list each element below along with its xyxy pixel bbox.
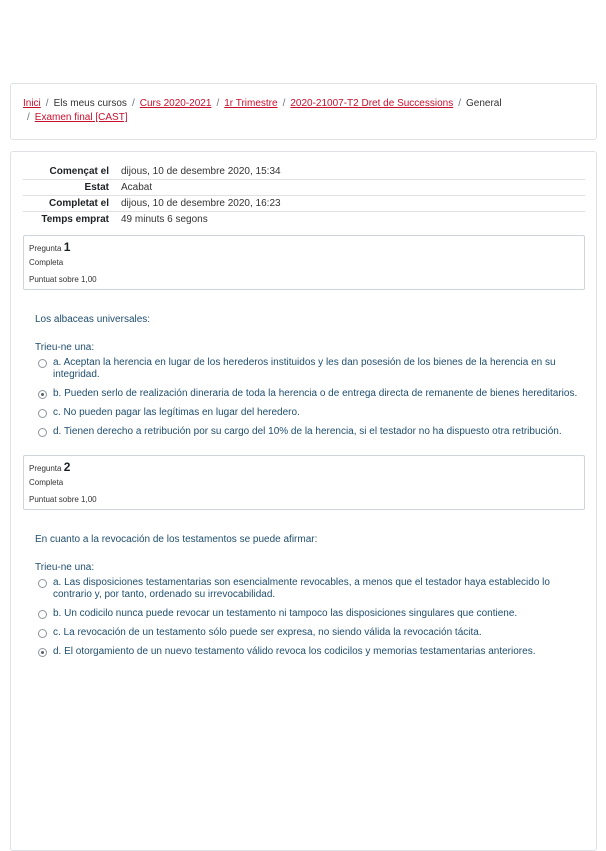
- radio-button[interactable]: [38, 359, 47, 368]
- summary-value: dijous, 10 de desembre 2020, 15:34: [121, 166, 281, 177]
- breadcrumb-link-course[interactable]: 2020-21007-T2 Dret de Successions: [290, 98, 454, 109]
- question-state: Completa: [29, 478, 64, 487]
- answer-label: c. No pueden pagar las legítimas en lugar del heredero.: [53, 407, 300, 418]
- breadcrumb-separator: /: [458, 98, 461, 109]
- question-number-value: 1: [63, 240, 71, 254]
- radio-button[interactable]: [38, 629, 47, 638]
- answer-option[interactable]: [38, 627, 578, 639]
- answer-option[interactable]: [38, 407, 578, 419]
- answer-option[interactable]: [38, 646, 578, 658]
- answer-label: c. La revocación de un testamento sólo puede ser expresa, no siendo válida la revocación tácita.: [53, 627, 482, 638]
- breadcrumb-item-general: General: [466, 98, 502, 109]
- summary-value: Acabat: [113, 180, 585, 196]
- radio-button[interactable]: [38, 579, 47, 588]
- question-prefix: Pregunta: [29, 464, 62, 473]
- question-2-text: En cuanto a la revocación de los testamentos se puede afirmar:: [35, 534, 318, 545]
- question-state: Completa: [29, 258, 64, 267]
- answer-option[interactable]: [38, 426, 578, 438]
- breadcrumb-separator: /: [282, 98, 286, 109]
- radio-button[interactable]: [38, 428, 47, 437]
- question-number: [29, 240, 579, 256]
- breadcrumb-separator: /: [131, 98, 135, 109]
- breadcrumb-separator: /: [216, 98, 220, 109]
- summary-label: Començat el: [49, 166, 109, 177]
- breadcrumb-line-2: [23, 111, 584, 125]
- answer-label: d. Tienen derecho a retribución por su cargo del 10% de la herencia, si el testador no ha dispuesto otra retribución.: [53, 426, 562, 437]
- question-1-info: [23, 235, 585, 290]
- summary-label: Temps emprat: [23, 212, 113, 228]
- table-row: [23, 212, 585, 228]
- answer-option[interactable]: [38, 577, 578, 601]
- breadcrumb-link-trimestre[interactable]: 1r Trimestre: [224, 98, 278, 109]
- radio-button-selected[interactable]: [38, 648, 47, 657]
- question-grade: Puntuat sobre 1,00: [29, 495, 97, 504]
- question-grade: Puntuat sobre 1,00: [29, 275, 97, 284]
- summary-value: dijous, 10 de desembre 2020, 16:23: [113, 196, 585, 212]
- question-number-value: 2: [63, 460, 71, 474]
- summary-value: 49 minuts 6 segons: [113, 212, 585, 228]
- question-1-answers: [38, 357, 578, 445]
- answer-label: a. Las disposiciones testamentarias son esencialmente revocables, a menos que el testador haya establecido lo contrario y, por tanto, ordenado su irrevocabilidad.: [53, 577, 550, 600]
- breadcrumb-link-curs[interactable]: Curs 2020-2021: [139, 98, 212, 109]
- breadcrumb-line-1: [23, 97, 584, 111]
- attempt-summary-table: [23, 164, 585, 227]
- answer-option[interactable]: [38, 357, 578, 381]
- question-2-answers: [38, 577, 578, 665]
- question-2-prompt: Trieu-ne una:: [35, 562, 95, 573]
- question-number: [29, 460, 579, 476]
- answer-label: d. El otorgamiento de un nuevo testamento válido revoca los codicilos y memorias testamentarias anteriores.: [53, 646, 536, 657]
- answer-label: a. Aceptan la herencia en lugar de los herederos instituidos y les dan posesión de los bienes de la herencia en su integridad.: [53, 357, 556, 380]
- answer-label: b. Pueden serlo de realización dineraria de toda la herencia o de entrega directa de remanente de bienes hereditarios.: [53, 388, 578, 399]
- radio-button[interactable]: [38, 409, 47, 418]
- breadcrumb-separator: /: [45, 98, 49, 109]
- summary-label: Completat el: [23, 196, 113, 212]
- breadcrumb-link-exam[interactable]: Examen final [CAST]: [34, 112, 128, 123]
- quiz-review-card: [10, 151, 597, 851]
- breadcrumb: [10, 83, 597, 140]
- question-1-text: Los albaceas universales:: [35, 314, 151, 325]
- breadcrumb-item-els-meus-cursos: Els meus cursos: [53, 98, 127, 109]
- table-row: [23, 180, 585, 196]
- question-prefix: Pregunta: [29, 244, 62, 253]
- question-2-info: [23, 455, 585, 510]
- breadcrumb-link-inici[interactable]: Inici: [23, 98, 41, 109]
- answer-label: b. Un codicilo nunca puede revocar un testamento ni tampoco las disposiciones singulares que contiene.: [53, 608, 518, 619]
- question-1-prompt: Trieu-ne una:: [35, 342, 95, 353]
- answer-option[interactable]: [38, 388, 578, 400]
- radio-button-selected[interactable]: [38, 390, 47, 399]
- table-row: [23, 164, 585, 180]
- table-row: [23, 196, 585, 212]
- summary-label: Estat: [23, 180, 113, 196]
- answer-option[interactable]: [38, 608, 578, 620]
- radio-button[interactable]: [38, 610, 47, 619]
- breadcrumb-separator: /: [27, 112, 30, 123]
